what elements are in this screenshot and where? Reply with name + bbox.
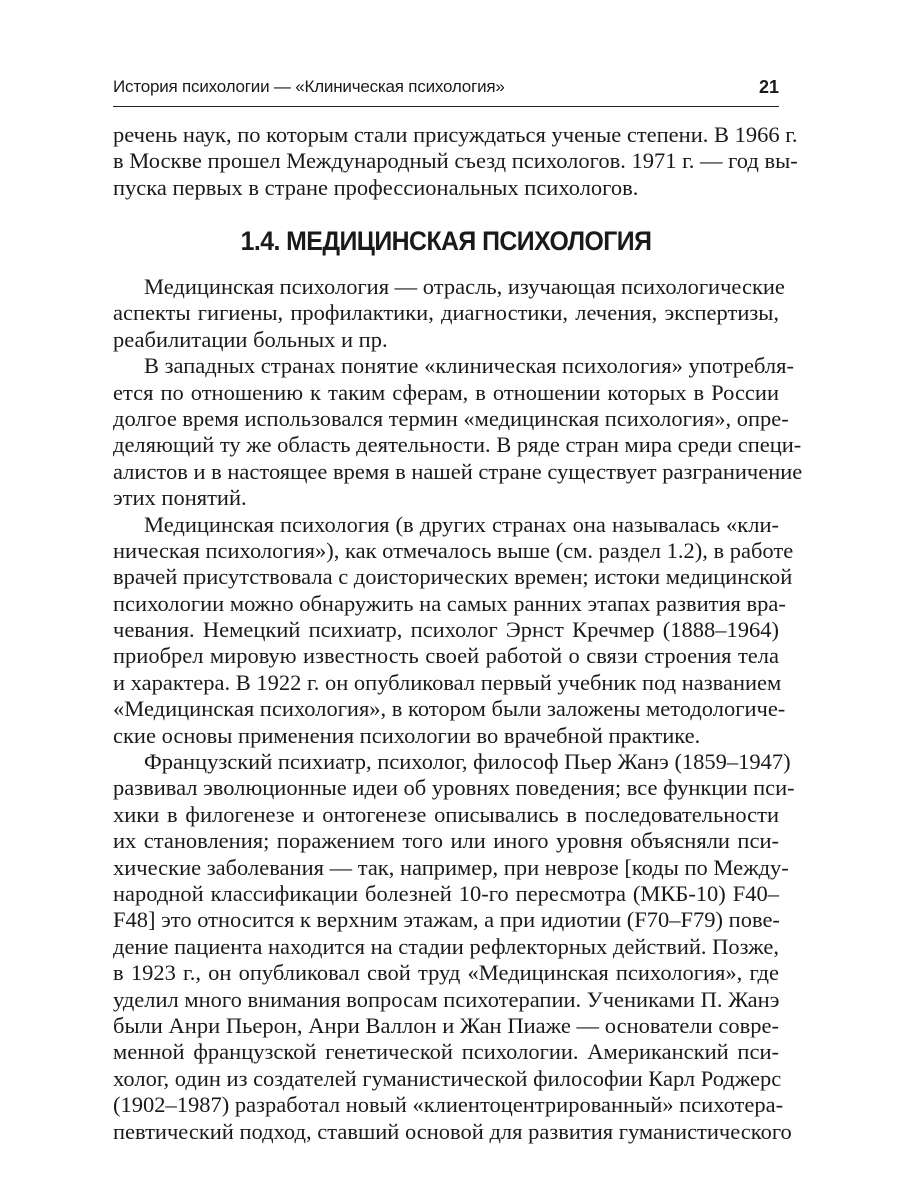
- page-number: 21: [758, 77, 779, 97]
- text-line: хические заболевания — так, например, при неврозе [коды по Между-: [113, 854, 789, 880]
- text-line: В западных странах понятие «клиническая психология» употребля-: [144, 353, 794, 379]
- running-header: [113, 74, 779, 107]
- text-line: врачей присутствовала с доисторических времен; истоки медицинской: [113, 564, 793, 590]
- text-line: деляющий ту же область деятельности. В ряде стран мира среди специ-: [113, 432, 802, 458]
- text-line: дение пациента находится на стадии рефлекторных действий. Позже,: [113, 933, 779, 959]
- text-line: психологии можно обнаружить на самых ранних этапах развития вра-: [113, 590, 786, 616]
- text-line: приобрел мировую известность своей работой о связи строения тела: [113, 643, 779, 669]
- text-line: «Медицинская психология», в котором были заложены методологиче-: [113, 696, 786, 722]
- text-line: этих понятий.: [113, 485, 247, 511]
- text-line: речень наук, по которым стали присуждаться ученые степени. В 1966 г.: [113, 122, 798, 147]
- text-line: ническая психология»), как отмечалось выше (см. раздел 1.2), в работе: [113, 537, 794, 563]
- intro-paragraph: [113, 122, 798, 201]
- section-heading: 1.4. МЕДИЦИНСКАЯ ПСИХОЛОГИЯ: [240, 226, 652, 256]
- text-line: холог, один из создателей гуманистической философии Карл Роджерс: [113, 1065, 782, 1091]
- paragraph: [113, 749, 795, 1145]
- text-line: аспекты гигиены, профилактики, диагностики, лечения, экспертизы,: [113, 300, 779, 326]
- text-line: ские основы применения психологии во врачебной практике.: [113, 722, 701, 748]
- text-line: народной классификации болезней 10-го пересмотра (МКБ-10) F40–: [113, 880, 779, 906]
- text-line: развивал эволюционные идеи об уровнях поведения; все функции пси-: [113, 775, 795, 801]
- text-line: ется по отношению к таким сферам, в отношении которых в России: [113, 379, 779, 405]
- paragraph: [113, 511, 794, 750]
- paragraph: [113, 274, 785, 353]
- running-title: История психологии — «Клиническая психология»: [113, 77, 505, 96]
- text-line: и характера. В 1922 г. он опубликовал первый учебник под названием: [113, 669, 782, 695]
- text-line: пуска первых в стране профессиональных психологов.: [113, 174, 639, 200]
- text-line: их становления; поражением того или иного уровня объясняли пси-: [113, 828, 779, 854]
- section-body: [113, 274, 803, 1145]
- text-line: F48] это относится к верхним этажам, а при идиотии (F70–F79) пове-: [113, 907, 780, 933]
- paragraph: [113, 353, 803, 511]
- text-line: менной французской генетической психологии. Американский пси-: [113, 1039, 779, 1065]
- text-line: алистов и в настоящее время в нашей стране существует разграничение: [113, 458, 803, 484]
- text-line: уделил много внимания вопросам психотерапии. Учениками П. Жанэ: [113, 986, 780, 1012]
- text-line: Медицинская психология (в других странах она называлась «кли-: [144, 511, 779, 537]
- text-line: (1902–1987) разработал новый «клиентоцентрированный» психотера-: [113, 1092, 784, 1118]
- text-line: были Анри Пьерон, Анри Валлон и Жан Пиаже — основатели совре-: [113, 1012, 779, 1038]
- paragraph: [113, 122, 798, 201]
- text-line: чевания. Немецкий психиатр, психолог Эрнст Кречмер (1888–1964): [113, 617, 779, 643]
- text-line: реабилитации больных и пр.: [113, 326, 388, 352]
- text-line: Медицинская психология — отрасль, изучающая психологические: [144, 274, 785, 299]
- text-line: хики в филогенезе и онтогенезе описывались в последовательности: [113, 801, 779, 827]
- text-line: в Москве прошел Международный съезд психологов. 1971 г. — год вы-: [113, 148, 798, 174]
- text-line: певтический подход, ставший основой для развития гуманистического: [113, 1118, 792, 1144]
- text-line: Французский психиатр, психолог, философ Пьер Жанэ (1859–1947): [144, 749, 791, 775]
- text-line: в 1923 г., он опубликовал свой труд «Медицинская психология», где: [113, 960, 779, 986]
- text-line: долгое время использовался термин «медицинская психология», опре-: [113, 405, 789, 431]
